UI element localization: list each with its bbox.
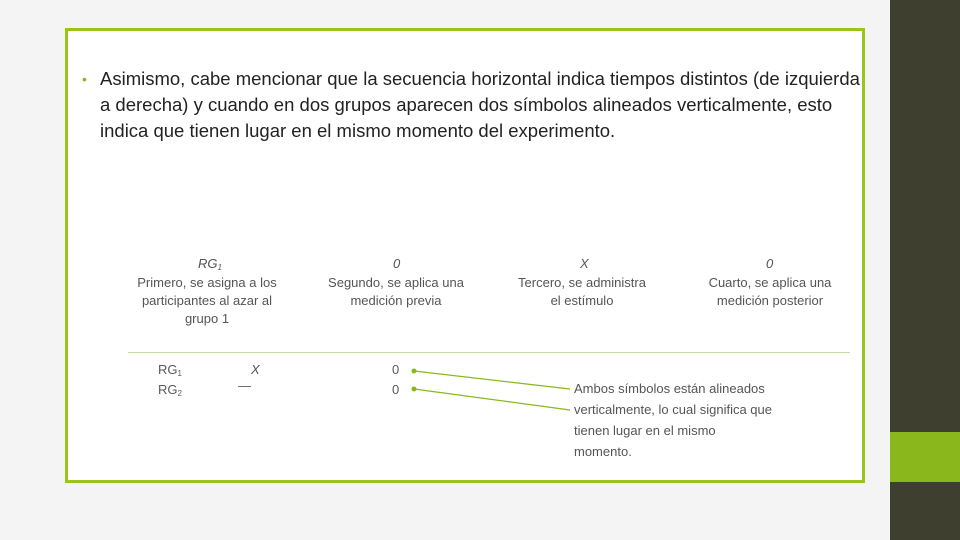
bullet-marker: • (82, 71, 87, 87)
group1-measure: 0 (392, 362, 400, 377)
step2-description: Segundo, se aplica una medición previa (328, 275, 464, 308)
annotation-text: Ambos símbolos están alineados verticalmente, lo cual significa que tienen lugar en el mismo momento. (574, 381, 772, 459)
step4-description: Cuarto, se aplica una medición posterior (708, 275, 832, 308)
group1-label: $RG_1$ (158, 362, 182, 378)
step1-description: Primero, se asigna a los participantes al azar al grupo 1 (137, 275, 277, 326)
pointer-line-1 (414, 371, 570, 389)
group1-treatment: X (251, 362, 260, 377)
group2-treatment: — (238, 378, 251, 393)
step3-symbol: X (580, 256, 589, 271)
step2-symbol: 0 (393, 256, 401, 271)
step4-symbol: 0 (766, 256, 774, 271)
group2-measure: 0 (392, 382, 400, 397)
bullet-text: Asimismo, cabe mencionar que la secuencia horizontal indica tiempos distintos (de izquierda a derecha) y cuando en dos grupos aparecen dos símbolos alineados verticalmente, esto indica que tienen lugar en el mismo momento del experimento. (100, 68, 860, 141)
pointer-line-2 (414, 389, 570, 410)
group2-label: $RG_2$ (158, 382, 182, 398)
step3-description: Tercero, se administra el estímulo (518, 275, 646, 308)
step1-symbol: $RG_1$ (198, 256, 222, 272)
